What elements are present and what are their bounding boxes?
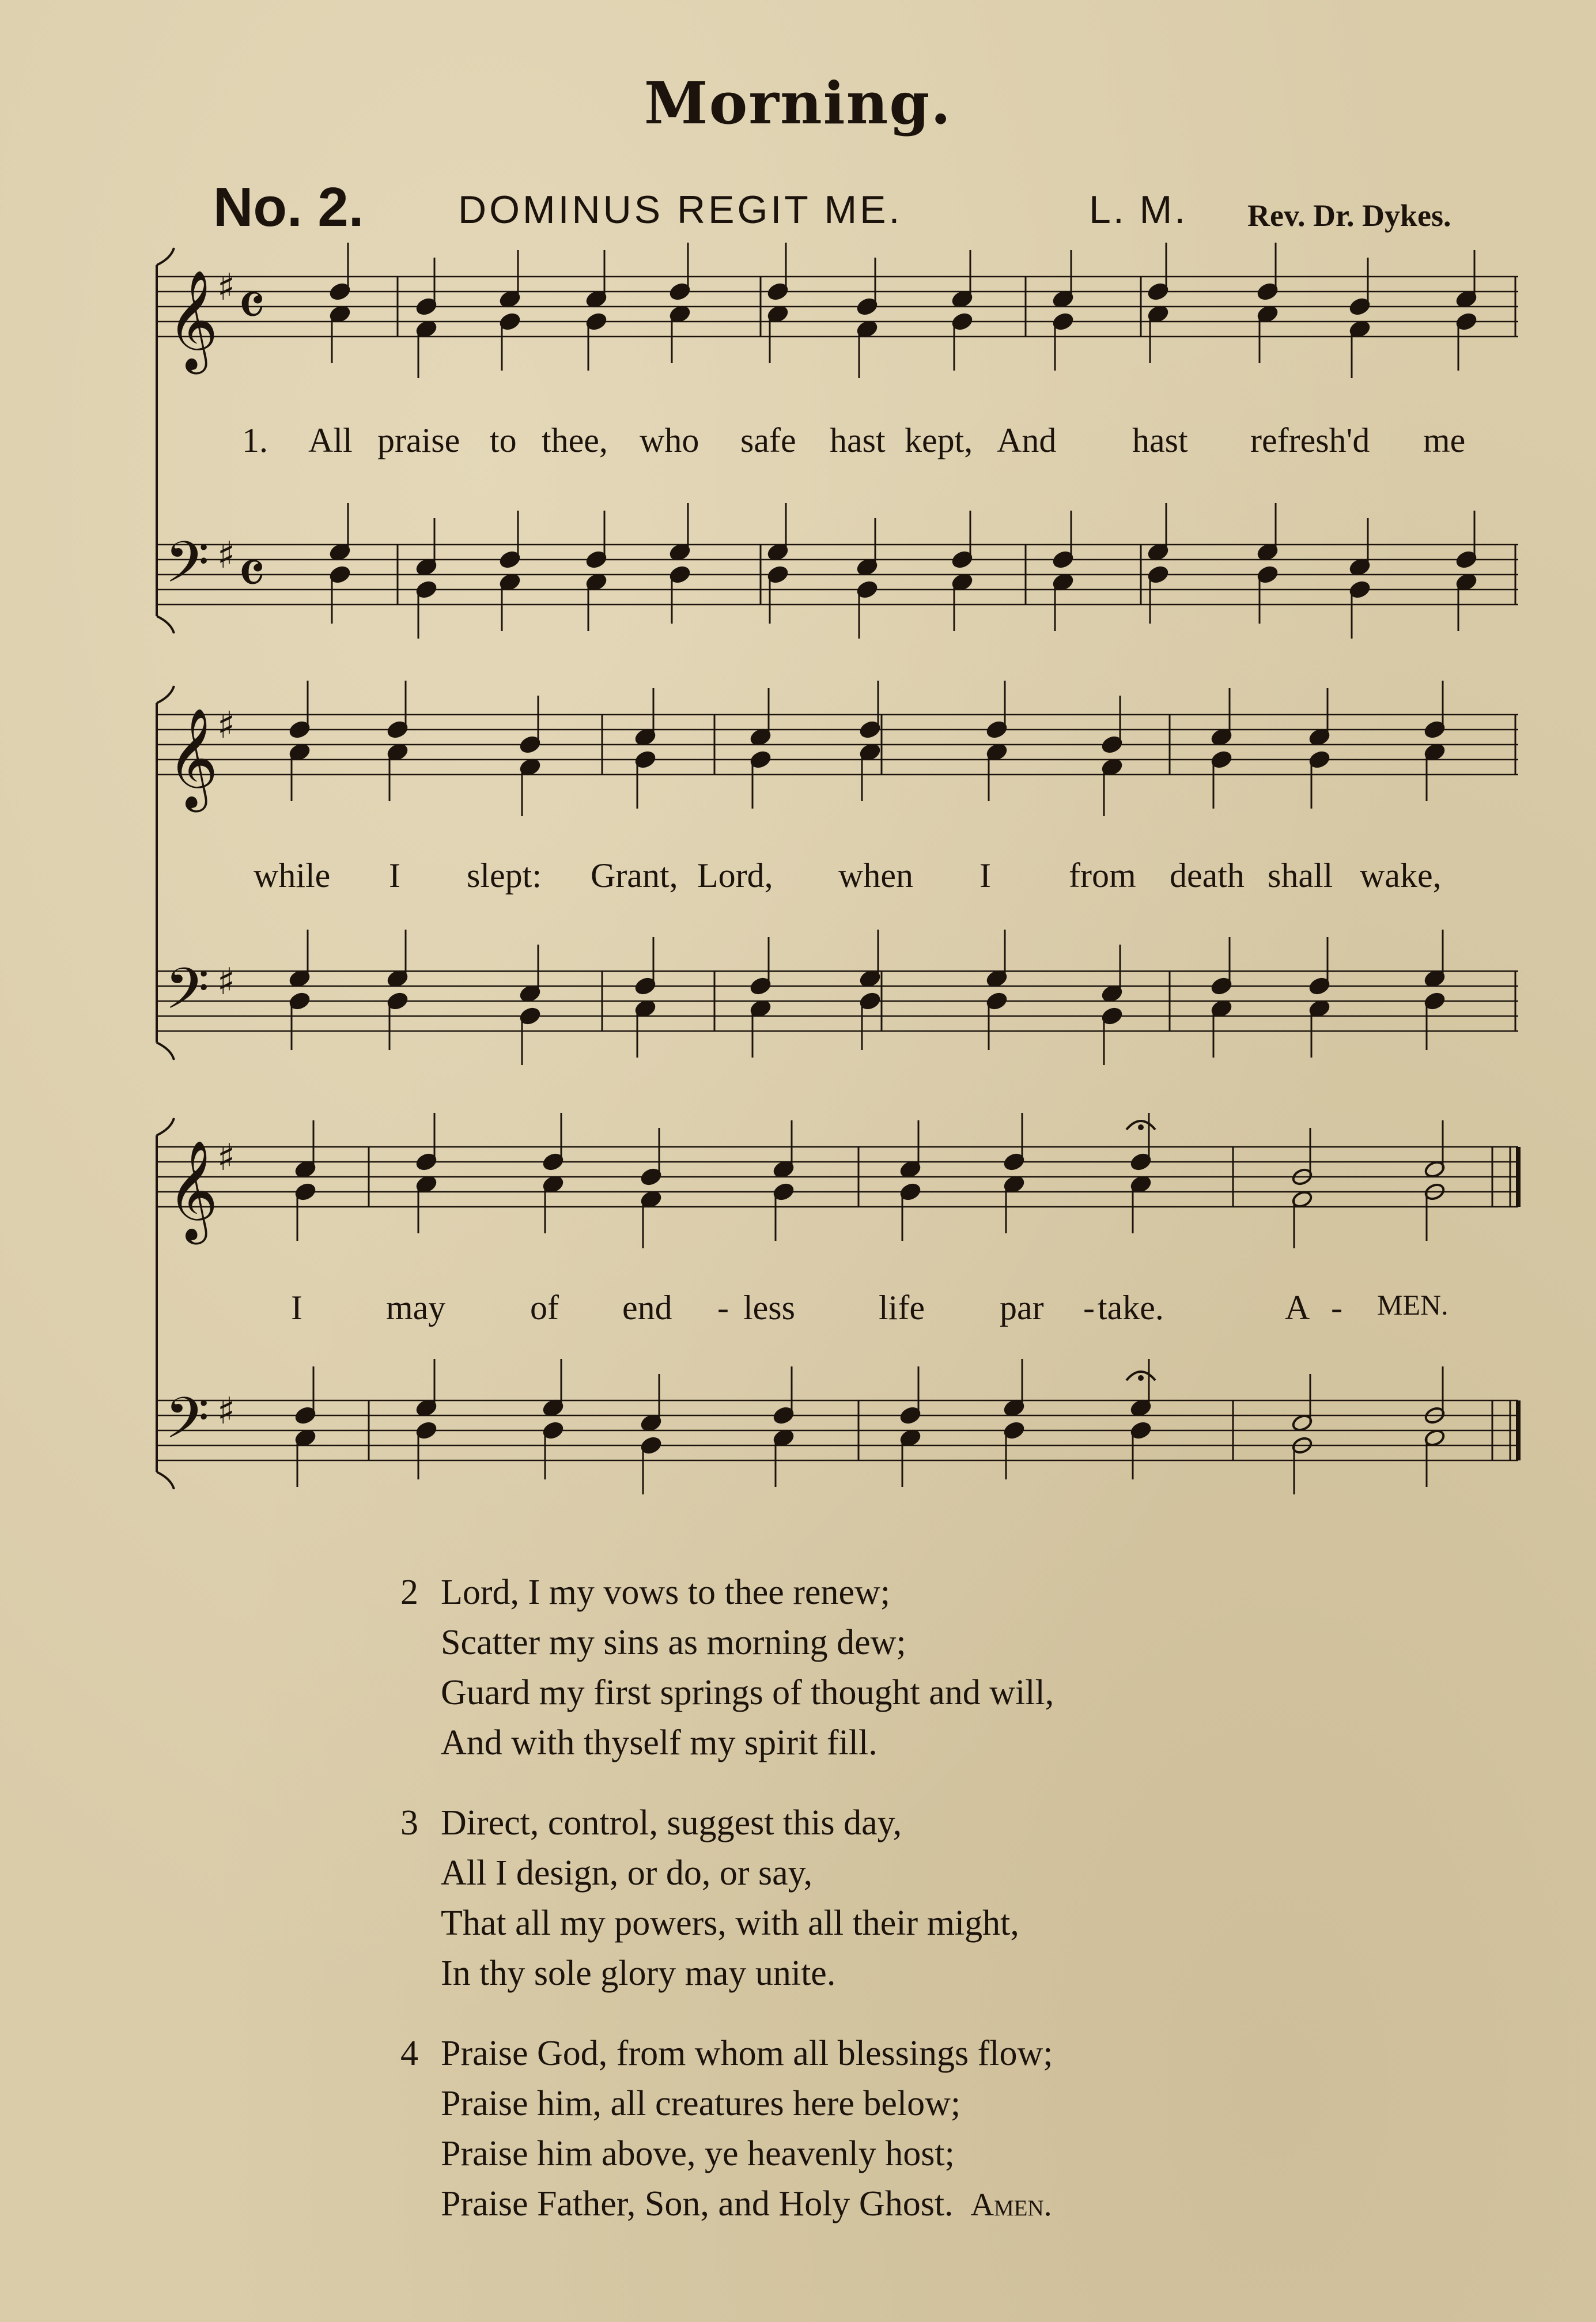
lyric-syllable: life bbox=[879, 1289, 925, 1327]
lyric-syllable: while bbox=[254, 856, 331, 894]
lyric-syllable: hast bbox=[830, 421, 886, 459]
lyric-syllable: I bbox=[291, 1289, 302, 1327]
verse-line: 2 Lord, I my vows to thee renew; bbox=[400, 1568, 1495, 1618]
verse-line: In thy sole glory may unite. bbox=[441, 1954, 836, 1993]
lyric-syllable: death bbox=[1170, 856, 1245, 894]
bracket-hook bbox=[157, 1043, 174, 1060]
lyric-syllable: when bbox=[838, 856, 913, 894]
verse-line: Guard my first springs of thought and will, bbox=[441, 1673, 1054, 1712]
lyric-syllable: hast bbox=[1132, 421, 1188, 459]
bracket-hook bbox=[157, 1472, 174, 1489]
additional-verses bbox=[400, 1568, 1495, 2260]
key-signature-sharp: ♯ bbox=[217, 704, 235, 747]
treble-clef: 𝄞 bbox=[167, 708, 218, 808]
verse-2 bbox=[400, 1568, 1495, 1768]
lyric-syllable: less bbox=[743, 1289, 795, 1327]
lyric-syllable: me bbox=[1423, 421, 1466, 459]
lyric-syllable: refresh'd bbox=[1250, 421, 1370, 459]
key-signature-sharp: ♯ bbox=[217, 534, 235, 577]
key-signature-sharp: ♯ bbox=[217, 961, 235, 1003]
verse-4 bbox=[400, 2029, 1495, 2230]
lyric-syllable: safe bbox=[740, 421, 796, 459]
common-time: 𝄴 bbox=[237, 269, 266, 342]
lyric-syllable: to bbox=[490, 421, 517, 459]
verse-line: Praise him above, ye heavenly host; bbox=[441, 2134, 955, 2173]
lyric-syllable: praise bbox=[377, 421, 460, 459]
lyric-syllable: MEN. bbox=[1377, 1289, 1448, 1321]
lyric-syllable: end bbox=[622, 1289, 672, 1327]
lyric-syllable: wake, bbox=[1360, 856, 1442, 894]
lyric-syllable: And bbox=[997, 421, 1057, 459]
lyric-syllable: take. bbox=[1098, 1289, 1164, 1327]
bracket-hook bbox=[157, 1118, 174, 1135]
treble-clef: 𝄞 bbox=[167, 270, 218, 370]
lyric-syllable: par bbox=[1000, 1289, 1044, 1327]
hymn-number: No. 2. bbox=[213, 176, 364, 238]
fermata-dot bbox=[1138, 1124, 1144, 1130]
lyric-syllable: who bbox=[640, 421, 699, 459]
lyric-syllable: kept, bbox=[905, 421, 973, 459]
verse-number: 2 bbox=[400, 1573, 418, 1612]
verse-line: 3 Direct, control, suggest this day, bbox=[400, 1798, 1495, 1848]
lyric-syllable: 1. bbox=[242, 421, 268, 459]
verse-number: 3 bbox=[400, 1803, 418, 1843]
bass-clef: 𝄢 bbox=[165, 1385, 210, 1466]
key-signature-sharp: ♯ bbox=[217, 1390, 235, 1433]
lyric-syllable: - bbox=[1331, 1289, 1342, 1327]
key-signature-sharp: ♯ bbox=[217, 266, 235, 309]
amen: Amen. bbox=[970, 2187, 1052, 2223]
common-time: 𝄴 bbox=[237, 537, 266, 610]
verse-number: 4 bbox=[400, 2034, 418, 2073]
section-title: Morning. bbox=[644, 69, 952, 137]
lyric-syllable: Lord, bbox=[697, 856, 773, 894]
verse-line: That all my powers, with all their might, bbox=[441, 1904, 1019, 1943]
key-signature-sharp: ♯ bbox=[217, 1137, 235, 1179]
lyric-syllable: Grant, bbox=[591, 856, 678, 894]
verse-line: 4 Praise God, from whom all blessings flow; bbox=[400, 2029, 1495, 2079]
lyric-syllable: - bbox=[717, 1289, 729, 1327]
lyric-syllable: of bbox=[530, 1289, 559, 1327]
bracket-hook bbox=[157, 616, 174, 633]
verse-line: And with thyself my spirit fill. bbox=[441, 1723, 878, 1762]
verse-3 bbox=[400, 1798, 1495, 1999]
lyric-syllable: thee, bbox=[542, 421, 608, 459]
lyric-syllable: from bbox=[1069, 856, 1136, 894]
lyric-syllable: shall bbox=[1268, 856, 1333, 894]
lyric-syllable: - bbox=[1083, 1289, 1095, 1327]
treble-clef: 𝄞 bbox=[167, 1140, 218, 1240]
verse-line: Praise Father, Son, and Holy Ghost. Amen. bbox=[441, 2184, 1052, 2223]
bass-clef: 𝄢 bbox=[165, 956, 210, 1036]
lyric-syllable: All bbox=[308, 421, 353, 459]
lyric-syllable: I bbox=[389, 856, 400, 894]
tune-name: DOMINUS REGIT ME. bbox=[458, 188, 903, 232]
bracket-hook bbox=[157, 686, 174, 703]
composer: Rev. Dr. Dykes. bbox=[1247, 198, 1451, 233]
verse-line: Praise him, all creatures here below; bbox=[441, 2084, 961, 2123]
verse-line: Scatter my sins as morning dew; bbox=[441, 1623, 906, 1662]
lyric-syllable: slept: bbox=[467, 856, 542, 894]
verse-line: All I design, or do, or say, bbox=[441, 1853, 813, 1893]
lyric-syllable: may bbox=[386, 1289, 446, 1327]
lyric-syllable: I bbox=[979, 856, 991, 894]
meter: L. M. bbox=[1089, 188, 1188, 232]
bracket-hook bbox=[157, 248, 174, 265]
fermata-dot bbox=[1138, 1375, 1144, 1381]
bass-clef: 𝄢 bbox=[165, 530, 210, 610]
lyric-syllable: A bbox=[1285, 1289, 1310, 1327]
